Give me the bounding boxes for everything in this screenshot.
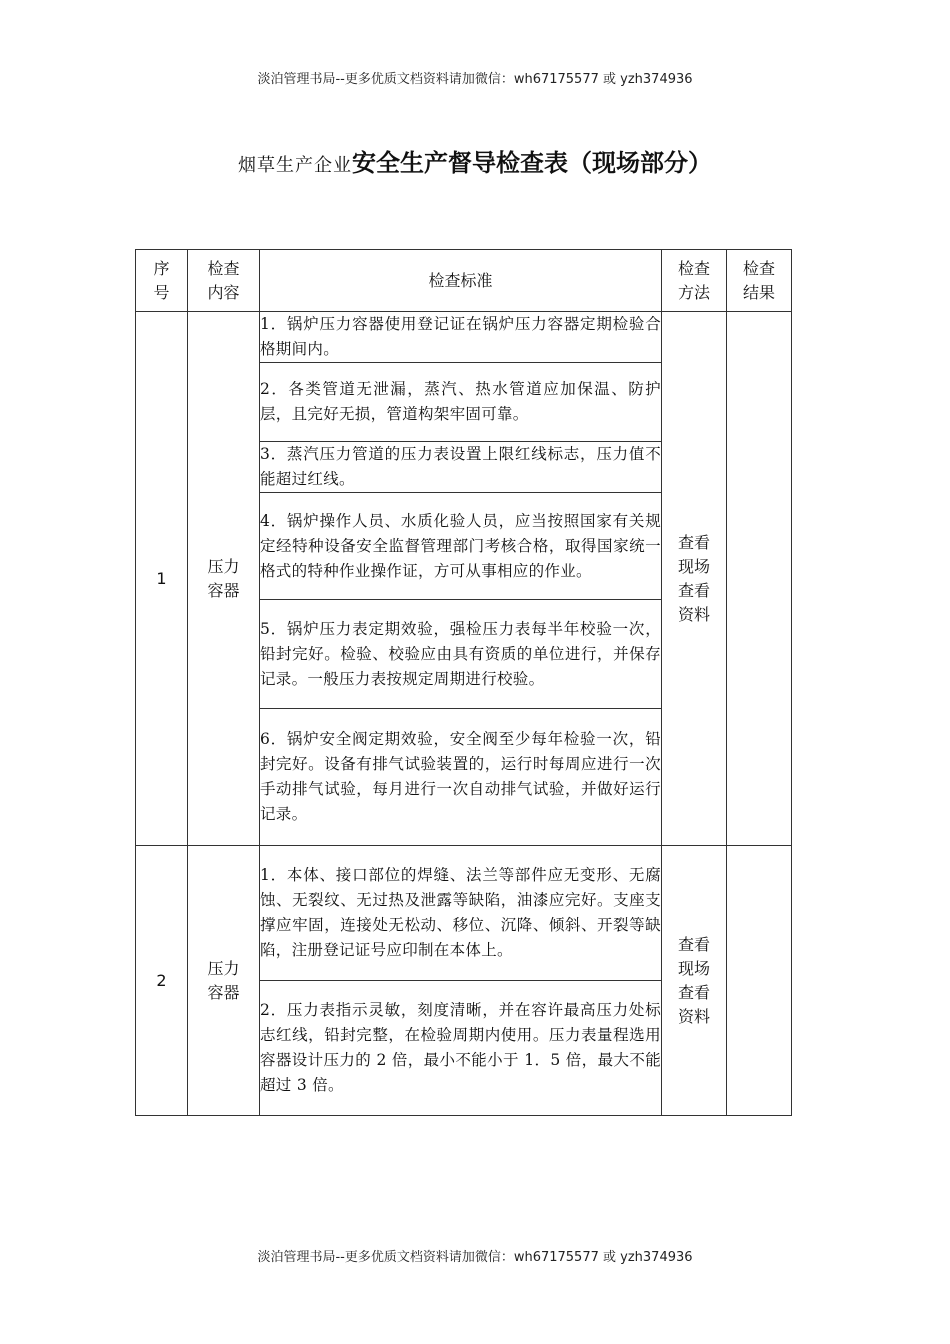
table-header-row	[136, 250, 792, 312]
result-cell	[727, 312, 792, 846]
title-prefix: 烟草生产企业	[238, 155, 352, 176]
result-cell	[727, 846, 792, 1116]
seq-cell: 1	[136, 312, 188, 846]
page-title	[0, 143, 950, 178]
table-row	[136, 846, 792, 981]
inspection-table	[135, 249, 792, 1116]
content-cell: 压力容器	[188, 846, 260, 1116]
standard-cell: 1．本体、接口部位的焊缝、法兰等部件应无变形、无腐蚀、无裂纹、无过热及泄露等缺陷，油漆应完好。支座支撑应牢固，连接处无松动、移位、沉降、倾斜、开裂等缺陷，注册登记证号应印制在本体上。	[260, 846, 662, 981]
method-cell: 查看现场查看资料	[662, 846, 727, 1116]
table-row	[136, 312, 792, 363]
header-seq: 序号	[136, 250, 188, 312]
standard-cell: 5．锅炉压力表定期效验，强检压力表每半年校验一次，铅封完好。检验、校验应由具有资质的单位进行，并保存记录。一般压力表按规定周期进行校验。	[260, 600, 662, 709]
standard-cell: 2．压力表指示灵敏，刻度清晰，并在容许最高压力处标志红线，铅封完整，在检验周期内使用。压力表量程选用容器设计压力的 2 倍，最小不能小于 1．5 倍，最大不能超过 3 倍。	[260, 981, 662, 1116]
standard-cell: 4．锅炉操作人员、水质化验人员，应当按照国家有关规定经特种设备安全监督管理部门考核合格，取得国家统一格式的特种作业操作证，方可从事相应的作业。	[260, 493, 662, 600]
seq-cell: 2	[136, 846, 188, 1116]
standard-cell: 6．锅炉安全阀定期效验，安全阀至少每年检验一次，铅封完好。设备有排气试验装置的，运行时每周应进行一次手动排气试验，每月进行一次自动排气试验，并做好运行记录。	[260, 709, 662, 846]
standard-cell: 1．锅炉压力容器使用登记证在锅炉压力容器定期检验合格期间内。	[260, 312, 662, 363]
header-content: 检查内容	[188, 250, 260, 312]
standard-cell: 3．蒸汽压力管道的压力表设置上限红线标志，压力值不能超过红线。	[260, 442, 662, 493]
method-cell: 查看现场查看资料	[662, 312, 727, 846]
standard-cell: 2．各类管道无泄漏，蒸汽、热水管道应加保温、防护层，且完好无损，管道构架牢固可靠。	[260, 363, 662, 442]
title-main: 安全生产督导检查表（现场部分）	[352, 149, 712, 177]
header-result: 检查结果	[727, 250, 792, 312]
footer-note: 淡泊管理书局--更多优质文档资料请加微信：wh67175577 或 yzh374936	[257, 1250, 693, 1265]
content-cell: 压力容器	[188, 312, 260, 846]
header-method: 检查方法	[662, 250, 727, 312]
header-note: 淡泊管理书局--更多优质文档资料请加微信：wh67175577 或 yzh374936	[257, 72, 693, 87]
header-standard: 检查标准	[260, 250, 662, 312]
